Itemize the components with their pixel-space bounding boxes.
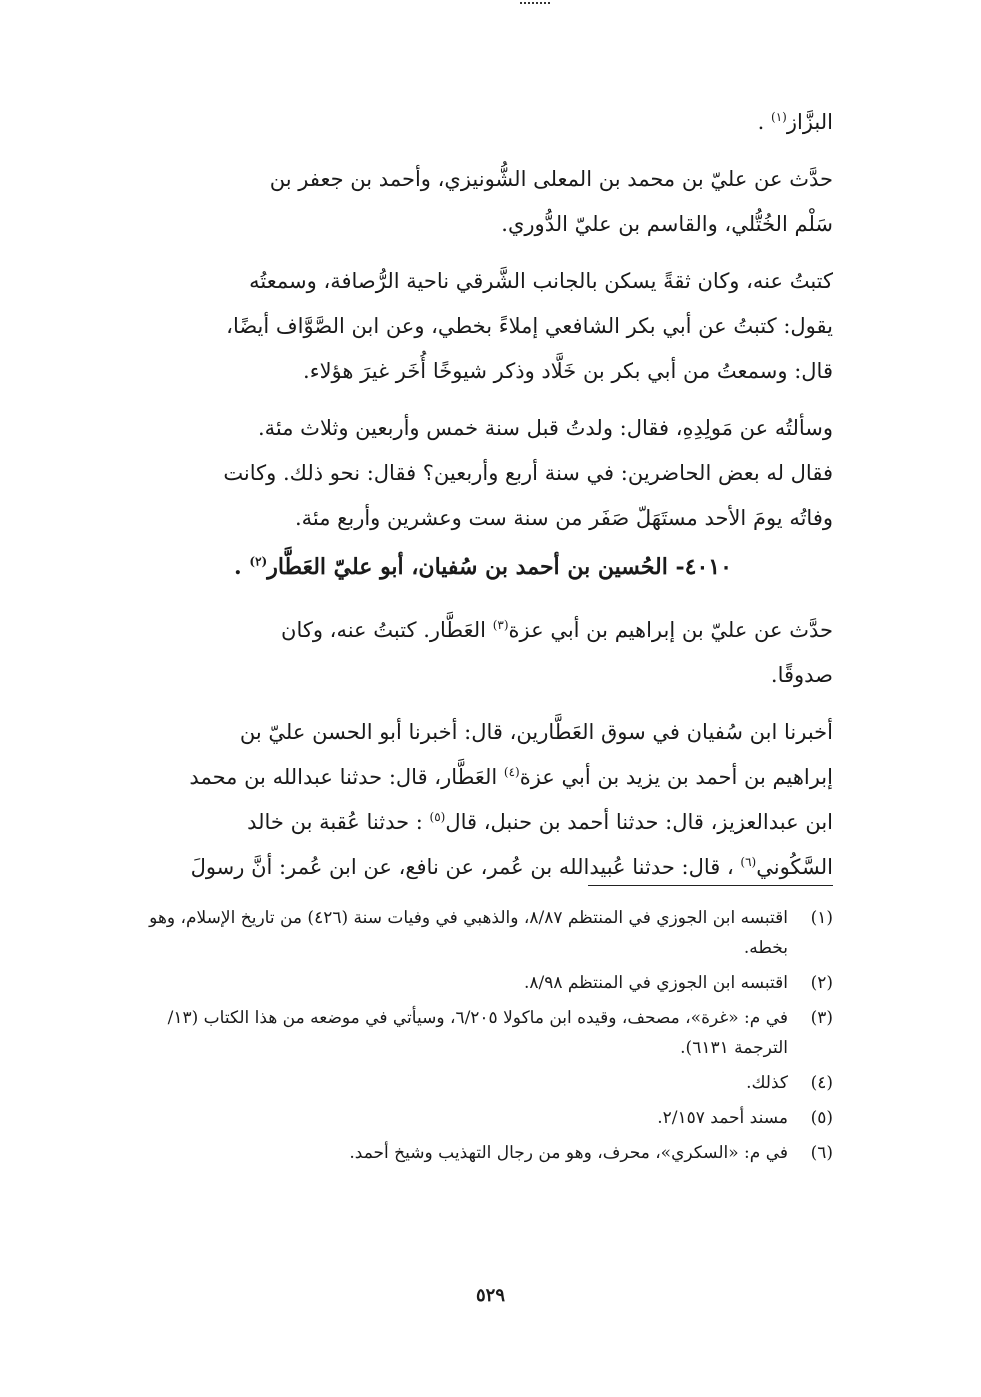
footnote-ref-1: (١) xyxy=(771,110,787,124)
entry-end-line: البزَّاز$^{(١)}$ . xyxy=(757,110,833,134)
footnote-text: اقتبسه ابن الجوزي في المنتظم ٨/٩٨. xyxy=(523,973,788,993)
footnote-item xyxy=(133,1068,833,1098)
footnote-text: مسند أحمد ٢/١٥٧. xyxy=(657,1108,788,1128)
text-line: سَلْم الخُتُّلي، والقاسم بن عليّ الدُّوري. xyxy=(501,212,833,236)
entry-heading-text: ٤٠١٠- الحُسين بن أحمد بن سُفيان، أبو عليّ العَطَّار xyxy=(267,554,732,580)
footnote-item xyxy=(133,1138,833,1168)
text-line: حدَّث عن عليّ بن محمد بن المعلى الشُّونيزي، وأحمد بن جعفر بن xyxy=(269,167,833,191)
entry-end-text: البزَّاز xyxy=(786,110,833,134)
text-line: قال: وسمعتُ من أبي بكر بن خَلَّاد وذكر شيوخًا أُخَر غيرَ هؤلاء. xyxy=(303,359,833,383)
paragraph-3 xyxy=(133,406,833,541)
paragraph-2 xyxy=(133,259,833,394)
footnote-ref-5: (٥) xyxy=(429,810,446,824)
text-line: فقال له بعض الحاضرين: في سنة أربع وأربعين؟ فقال: نحو ذلك. وكانت xyxy=(223,461,833,485)
text-line: السَّكُوني$^{(٦)}$ ، قال: حدثنا عُبيدالله بن عُمر، عن نافع، عن ابن عُمر: أنَّ رسولَ xyxy=(190,855,833,879)
text-line: كتبتُ عنه، وكان ثقةً يسكن بالجانب الشَّرقي ناحية الرُّصافة، وسمعتُه xyxy=(249,269,833,293)
text-line: ابن عبدالعزيز، قال: حدثنا أحمد بن حنبل، قال$^{(٥)}$ : حدثنا عُقبة بن خالد xyxy=(247,810,833,834)
footnote-number: (١) xyxy=(810,908,833,928)
footnote-item xyxy=(133,1003,833,1063)
footnote-number: (٢) xyxy=(810,973,833,993)
page-number: ٥٢٩ xyxy=(475,1285,505,1306)
text-line: يقول: كتبتُ عن أبي بكر الشافعي إملاءً بخطي، وعن ابن الصَّوَّاف أيضًا، xyxy=(226,314,833,338)
text-line: وسألتُه عن مَولِدِهِ، فقال: ولدتُ قبل سنة خمس وأربعين وثلاث مئة. xyxy=(257,416,833,440)
footnote-number: (٣) xyxy=(810,1008,833,1028)
main-text xyxy=(133,100,833,890)
footnote-ref-3: (٣) xyxy=(492,618,509,632)
footnote-number: (٥) xyxy=(810,1108,833,1128)
top-dotted-mark xyxy=(520,2,550,8)
footnote-number: (٤) xyxy=(810,1073,833,1093)
entry-heading: ٤٠١٠- الحُسين بن أحمد بن سُفيان، أبو عليّ العَطَّار$^{(٢)}$ . xyxy=(234,554,732,580)
footnote-item xyxy=(133,1103,833,1133)
footnote-text: كذلك. xyxy=(746,1073,788,1093)
footnote-text: اقتبسه ابن الجوزي في المنتظم ٨/٨٧، والذهبي في وفيات سنة (٤٢٦) من تاريخ الإسلام، وهو بخطه. xyxy=(149,908,788,958)
footnote-ref-2: (٢) xyxy=(249,554,268,569)
footnote-item xyxy=(133,968,833,998)
paragraph-4 xyxy=(133,608,833,698)
text-line: إبراهيم بن أحمد بن يزيد بن أبي عزة$^{(٤)}$ العَطَّار، قال: حدثنا عبدالله بن محمد xyxy=(189,765,833,789)
text-line: حدَّث عن عليّ بن إبراهيم بن أبي عزة$^{(٣)}$ العَطَّار. كتبتُ عنه، وكان xyxy=(281,618,833,642)
footnote-text: في م: «السكري»، محرف، وهو من رجال التهذيب وشيخ أحمد. xyxy=(349,1143,788,1163)
footnote-divider xyxy=(588,885,833,886)
footnote-number: (٦) xyxy=(810,1143,833,1163)
paragraph-1 xyxy=(133,157,833,247)
footnote-ref-4: (٤) xyxy=(503,765,520,779)
paragraph-5 xyxy=(133,710,833,890)
footnote-text: في م: «غرة»، مصحف، وقيده ابن ماكولا ٦/٢٠٥، وسيأتي في موضعه من هذا الكتاب (١٣/الترجمة ٦١٣١). xyxy=(167,1008,788,1058)
text-line: أخبرنا ابن سُفيان في سوق العَطَّارين، قال: أخبرنا أبو الحسن عليّ بن xyxy=(239,720,833,744)
text-line: صدوقًا. xyxy=(770,663,833,687)
footnote-item xyxy=(133,903,833,963)
footnote-ref-6: (٦) xyxy=(740,855,757,869)
text-line: وفاتُه يومَ الأحد مستَهَلّ صَفَر من سنة ست وعشرين وأربع مئة. xyxy=(294,506,833,530)
footnotes xyxy=(133,903,833,1173)
